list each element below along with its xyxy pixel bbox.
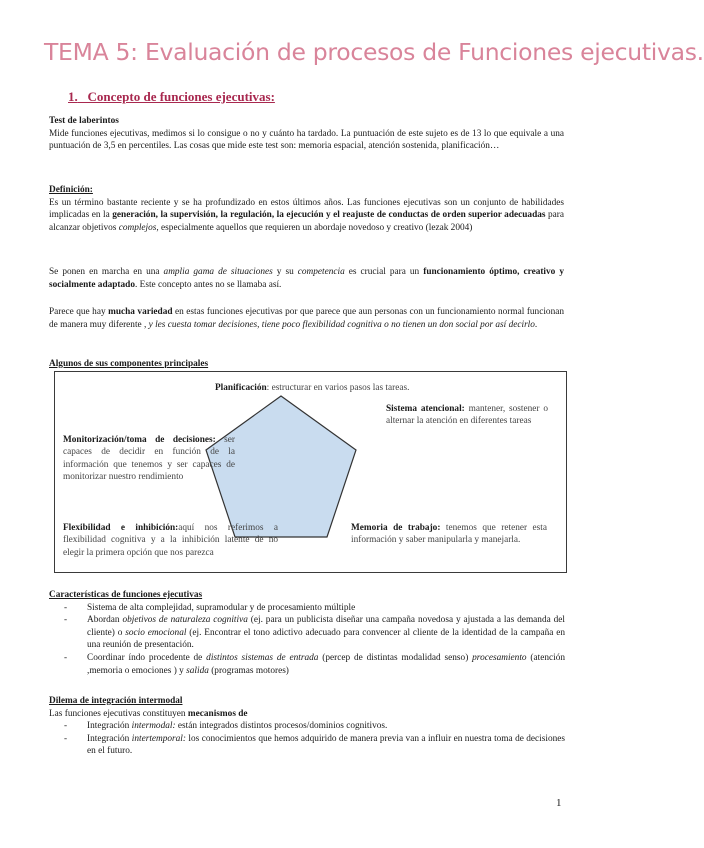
flexibilidad-label: Flexibilidad e inhibición:aquí nos referimos a flexibilidad cognitiva y a la inhibición latente de no elegir la primera opción que nos parezca xyxy=(63,523,278,558)
definicion-text: Es un término bastante reciente y se ha profundizado en estos últimos años. Las funciones ejecutivas son un conjunto de habilidades implicadas en la generación, la supervisión, la regulación, la ejecución y el reajuste de conductas de orden superior adecuadas para alcanzar objetivos complejos, especialmente aquellos que requieren un abordaje novedoso y creativo (lezak 2004) xyxy=(49,197,565,233)
paragraph-gama: Se ponen en marcha en una amplia gama de situaciones y su competencia es crucial para un funcionamiento óptimo, creativo y socialmente adaptado. Este concepto antes no se llamaba así. xyxy=(49,267,564,290)
list-item: - Abordan objetivos de naturaleza cognitiva (ej. para un publicista diseñar una campaña novedosa y ajustada a las demanda del cliente) o socio emocional (ej. Encontrar el tono adictivo adecuado para convencer al cliente de la identidad de la campaña en una reunión de presentación. xyxy=(64,615,565,651)
definicion-heading: Definición: xyxy=(49,185,93,195)
definicion-section xyxy=(49,184,564,234)
paragraph-variedad: Parece que hay mucha variedad en estas funciones ejecutivas por que parece que aun personas con un funcionamiento normal funcionan de manera muy diferente , y les cuesta tomar decisiones, tiene poco flexibilidad cognitiva o no tienen un don social por así decirlo. xyxy=(49,307,564,330)
sistema-atencional-label: Sistema atencional: mantener, sostener o alternar la atención en diferentes tareas xyxy=(386,404,548,427)
page-title: TEMA 5: Evaluación de procesos de Funciones ejecutivas. xyxy=(44,38,704,66)
list-item: - Coordinar índo procedente de distintos sistemas de entrada (percep de distintas modalidad senso) procesamiento (atención ,memoria o emociones ) y salida (programas motores) xyxy=(64,652,565,676)
components-diagram xyxy=(54,371,567,573)
section-heading-text: Concepto de funciones ejecutivas: xyxy=(87,89,275,104)
dilema-heading: Dilema de integración intermodal xyxy=(49,696,183,706)
caracteristicas-section xyxy=(49,589,565,677)
dilema-section xyxy=(49,695,565,758)
componentes-heading: Algunos de sus componentes principales xyxy=(49,359,209,369)
section-heading xyxy=(68,89,275,105)
monitorizacion-label: Monitorización/toma de decisiones: ser capaces de decidir en función de la información que tenemos y ser capaces de monitorizar nuestro rendimiento xyxy=(63,435,236,483)
list-item: - Integración intermodal: están integrados distintos procesos/dominios cognitivos. xyxy=(64,721,388,732)
laberintos-text: Mide funciones ejecutivas, medimos si lo consigue o no y cuánto ha tardado. La puntuación de este sujeto es de 13 lo que equivale a una puntuación de 3,5 en percentiles. Las cosas que mide este test son: memoria espacial, atención sostenida, planificación… xyxy=(49,128,564,152)
list-item: - Integración intertemporal: los conocimientos que hemos adquirido de manera previa van a influir en nuestra toma de decisiones en el futuro. xyxy=(64,733,565,757)
page-number: 1 xyxy=(556,797,562,809)
dilema-intro: Las funciones ejecutivas constituyen mecanismos de xyxy=(49,708,248,719)
planificacion-label: Planificación: estructurar en varios pasos las tareas. xyxy=(215,383,410,393)
memoria-trabajo-label: Memoria de trabajo: tenemos que retener esta información y saber manipularla y manejarla. xyxy=(351,523,547,546)
caracteristicas-heading: Características de funciones ejecutivas xyxy=(49,590,203,600)
list-item: - Sistema de alta complejidad, supramodular y de procesamiento múltiple xyxy=(64,602,356,613)
laberintos-section xyxy=(49,115,564,153)
section-number: 1. xyxy=(68,89,78,104)
laberintos-heading: Test de laberintos xyxy=(49,116,119,126)
